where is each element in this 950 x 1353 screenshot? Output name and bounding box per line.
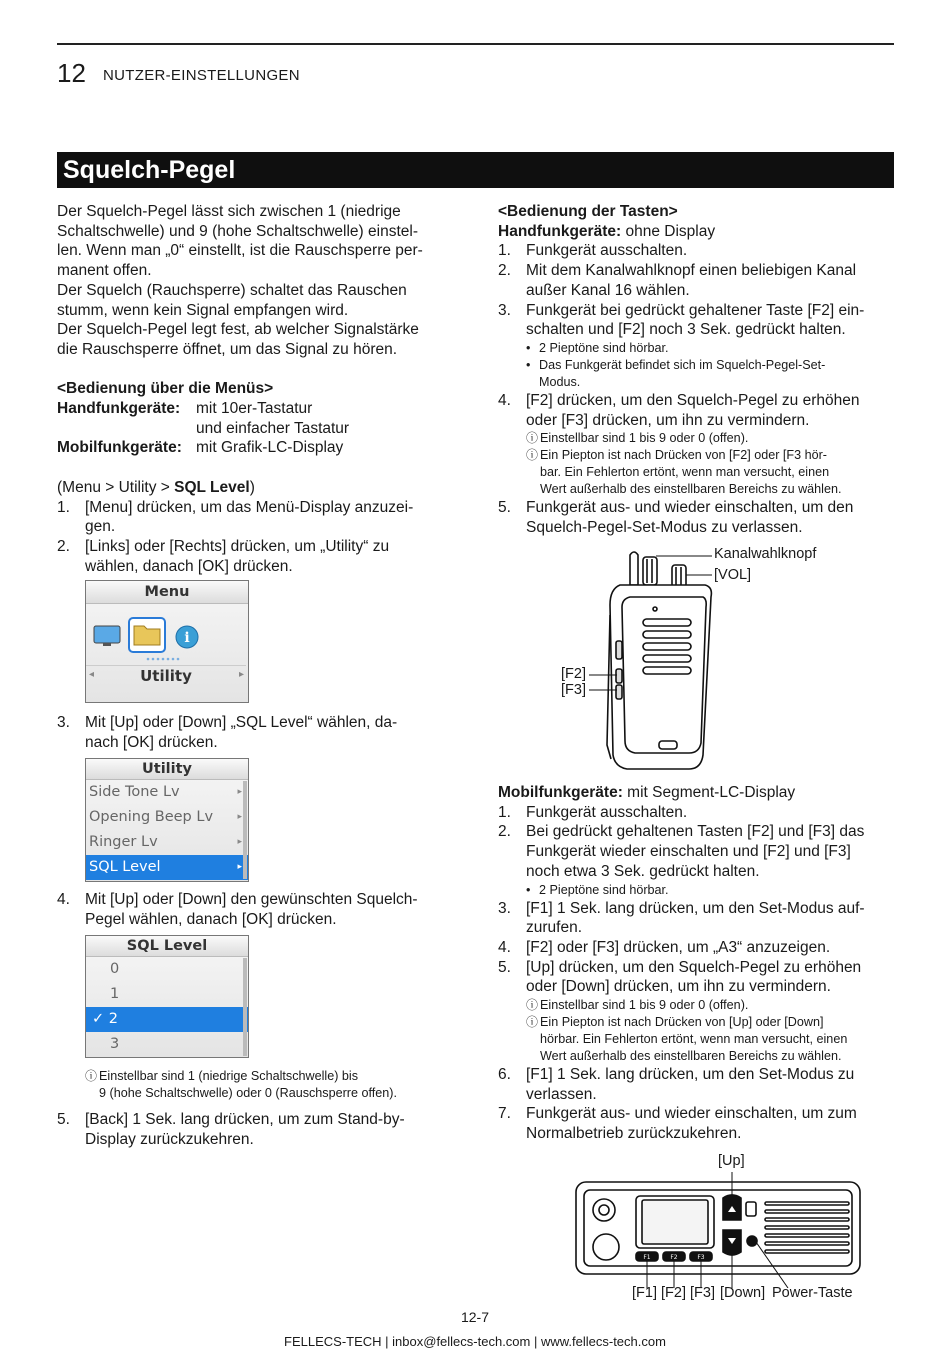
hand-step-2: 2. Mit dem Kanalwahlknopf einen beliebigen Kanal außer Kanal 16 wählen. [498,262,857,299]
scrollbar[interactable] [243,958,247,1056]
step-3: 3. Mit [Up] oder [Down] „SQL Level“ wählen, da- nach [OK] drücken. [57,714,398,751]
utility-screen-title: Utility [86,759,248,780]
label-f3-mobile: [F3] [690,1285,715,1301]
utility-item[interactable]: Ringer Lv ▸ [89,834,242,850]
sql-screen-title: SQL Level [86,936,248,957]
menu-label: Utility [140,667,192,685]
hand-step-1: 1. Funkgerät ausschalten. [498,242,688,260]
utility-item-selected[interactable]: SQL Level ▸ [86,855,248,880]
power-button [747,1236,757,1246]
footer-contact: FELLECS-TECH | inbox@fellecs-tech.com | www.fellecs-tech.com [284,1334,666,1349]
info-circle-icon: ⓘ [526,448,539,463]
intro-line: Der Squelch-Pegel legt fest, ab welcher Signalstärke [57,321,419,339]
mobil-step-1: 1. Funkgerät ausschalten. [498,803,688,821]
utility-item[interactable]: Opening Beep Lv ▸ [89,809,242,825]
label-f1-mobile: [F1] [632,1285,657,1301]
intro-line: stumm, wenn kein Signal empfangen wird. [57,301,349,319]
keys-heading: <Bedienung der Tasten> [498,203,678,220]
step-2: 2. [Links] oder [Rechts] drücken, um „Utility“ zu wählen, danach [OK] drücken. [57,537,390,575]
folder-icon [129,618,165,652]
menu-screenshot [85,580,249,703]
sql-option[interactable]: 3 [110,1036,120,1052]
utility-screenshot [85,758,249,882]
label-f3: [F3] [561,682,586,698]
intro-line: Schaltschwelle) und 9 (hohe Schaltschwelle) einstel- [57,222,418,240]
label-down: [Down] [720,1285,766,1301]
scrollbar[interactable] [243,781,247,879]
chapter-title: NUTZER-EINSTELLUNGEN [103,67,300,84]
hand-step-3: 3. Funkgerät bei gedrückt gehaltener Taste [F2] ein- schalten und [F2] noch 3 Sek. gedrückt halten. • 2 Pieptöne sind hörbar. • Das Funkgerät befindet sich im Squelch-Pegel-Set- Modus. [498,301,865,389]
intro-line: die Rauschsperre öffnet, um das Signal zu hören. [57,340,398,358]
intro-line: Der Squelch (Rauchsperre) schaltet das Rauschen [57,281,407,299]
f1-btn-label: F1 [643,1254,651,1261]
step4-note: ⓘ Einstellbar sind 1 (niedrige Schaltschwelle) bis 9 (hohe Schaltschwelle) oder 0 (Rauschsperre offen). [85,1069,397,1100]
hand-value-2: und einfacher Tastatur [196,419,350,437]
menu-heading: <Bedienung über die Menüs> [57,380,274,398]
antenna [630,552,638,585]
sql-option[interactable]: 0 [110,961,120,977]
step-1: 1. [Menu] drücken, um das Menü-Display anzuzei- gen. [57,498,414,536]
mobil-step-4: 4. [F2] oder [F3] drücken, um „A3“ anzuzeigen. [498,938,831,956]
mobil-step-2: 2. Bei gedrückt gehaltenen Tasten [F2] und [F3] das Funkgerät wieder einschalten und [F2] und [F3] noch etwa 3 Sek. gedrückt halten. • 2 Pieptöne sind hörbar. [498,823,865,897]
hand-key: Handfunkgeräte: [57,400,181,418]
mobil-key-right: Mobilfunkgeräte: [498,784,623,801]
mobil-step-7: 7. Funkgerät aus- und wieder einschalten, um zum Normalbetrieb zurückzukehren. [498,1105,857,1143]
mobil-key: Mobilfunkgeräte: [57,439,182,457]
menu-right-arrow[interactable]: ▸ [238,669,244,680]
right-column: <Bedienung der Tasten> Handfunkgeräte: ohne Display 1. Funkgerät ausschalten. 2. Mit dem Kanalwahlknopf einen beliebigen Kanal außer Kanal 16 wählen. 3. Funkgerät bei gedrückt gehaltener Taste [F2] ein- schalten und [F2] noch 3 Sek. gedrückt halten. • 2 Pieptöne sind hörbar. • Das Funkgerät befindet sich im Squelch-Pegel-Set- Modus. 4. [F2] drücken, um den Squelch-Pegel zu erhöhen oder [F3] drücken, um ihn zu vermindern. ⓘ Einstellbar sind 1 bis 9 oder 0 (offen). ⓘ Ein Piepton ist nach Drücken von [F2] oder [F3 hör- bar. Ein Fehlerton ertönt, wenn man versucht, einen Wert außerhalb des einstellbaren Bereichs zu wählen. 5. Funkgerät aus- und wieder einschalten, um den Squelch-Pegel-Set-Modus zu verlassen. [498,202,896,538]
f2-btn-label: F2 [670,1254,678,1261]
info-circle-icon: ⓘ [85,1069,98,1083]
section-title: Squelch-Pegel [63,156,236,184]
info-circle-icon: ⓘ [526,431,539,446]
mobile-radio-illustration [570,1172,870,1288]
label-f2: [F2] [561,666,586,682]
label-kanalwahlknopf: Kanalwahlknopf [714,546,817,562]
page-number: 12-7 [460,1309,490,1325]
menu-path: (Menu > Utility > SQL Level) [57,478,255,496]
utility-item[interactable]: Side Tone Lv ▸ [89,784,242,800]
mobil-value: mit Grafik-LC-Display [196,439,344,457]
handheld-radio-illustration [555,545,855,777]
svg-text:i: i [184,630,190,646]
hand-value: mit 10er-Tastatur [196,400,313,418]
hand-step-5: 5. Funkgerät aus- und wieder einschalten, um den Squelch-Pegel-Set-Modus zu verlassen. [498,499,854,537]
hand-step-4: 4. [F2] drücken, um den Squelch-Pegel zu erhöhen oder [F3] drücken, um ihn zu vermindern. ⓘ Einstellbar sind 1 bis 9 oder 0 (offen). ⓘ Ein Piepton ist nach Drücken von [F2] oder [F3 hör- bar. Ein Fehlerton ertönt, wenn man versucht, einen Wert außerhalb des einstellbaren Bereichs zu wählen. [498,391,860,497]
section-banner [57,152,894,188]
menu-icons [86,604,248,702]
monitor-icon [94,626,120,646]
intro-line: manent offen. [57,262,152,280]
menu-screen-title: Menu [86,581,248,604]
info-circle-icon: ⓘ [526,1015,539,1030]
sql-option-selected[interactable]: ✓ 2 [86,1007,248,1032]
mobil-step-6: 6. [F1] 1 Sek. lang drücken, um den Set-Modus zu verlassen. [498,1066,855,1103]
channel-knob [643,557,657,585]
f3-btn-label: F3 [697,1254,705,1261]
label-power: Power-Taste [772,1285,853,1301]
mobil-step-5: 5. [Up] drücken, um den Squelch-Pegel zu erhöhen oder [Down] drücken, um ihn zu vermindern. ⓘ Einstellbar sind 1 bis 9 oder 0 (offen). ⓘ Ein Piepton ist nach Drücken von [Up] oder [Down] hörbar. Ein Fehlerton ertönt, wenn man versucht, einen Wert außerhalb des einstellbaren Bereichs zu wählen. [498,958,862,1064]
vol-knob [672,565,686,587]
chapter-number: 12 [57,58,86,88]
f2-button [616,669,622,683]
left-column [57,202,452,576]
info-icon [176,626,198,648]
sql-level-screenshot [85,935,249,1058]
label-vol: [VOL] [714,567,752,583]
step-4: 4. Mit [Up] oder [Down] den gewünschten Squelch- Pegel wählen, danach [OK] drücken. [57,891,418,928]
label-up: [Up] [718,1153,745,1169]
menu-left-arrow[interactable]: ◂ [89,669,95,680]
step-5: 5. [Back] 1 Sek. lang drücken, um zum Stand-by- Display zurückzukehren. [57,1111,405,1148]
intro-line: len. Wenn man „0“ einstellt, ist die Rauschsperre per- [57,242,423,260]
mobil-step-3: 3. [F1] 1 Sek. lang drücken, um den Set-Modus auf- zurufen. [498,899,865,937]
intro-line: Der Squelch-Pegel lässt sich zwischen 1 (niedrige [57,203,401,220]
header-rule [57,43,894,45]
sql-option[interactable]: 1 [110,986,120,1002]
label-f2-mobile: [F2] [661,1285,686,1301]
hand-key-right: Handfunkgeräte: [498,222,622,240]
f3-button [616,685,622,699]
info-circle-icon: ⓘ [526,998,539,1013]
